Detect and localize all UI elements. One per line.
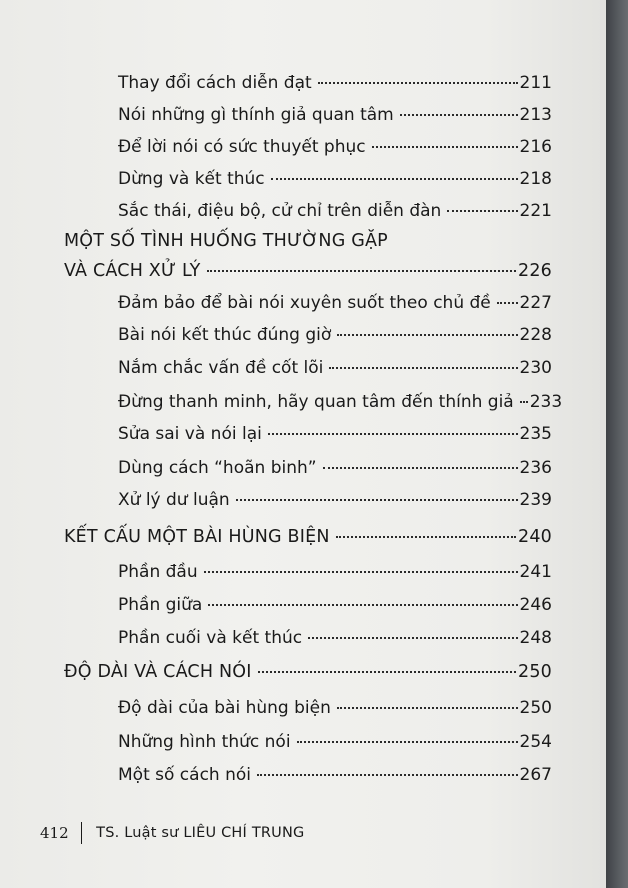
toc-leader-dots: [297, 741, 518, 743]
toc-section-entry: [64, 527, 552, 547]
toc-leader-dots: [308, 637, 517, 639]
toc-entry: [118, 765, 552, 785]
toc-entry-label: VÀ CÁCH XỬ LÝ: [64, 261, 201, 281]
toc-entry-page: 230: [519, 358, 552, 378]
toc-leader-dots: [268, 433, 518, 435]
book-edge: [606, 0, 628, 888]
toc-entry: [118, 732, 552, 752]
toc-leader-dots: [372, 146, 518, 148]
toc-section-entry: [64, 662, 552, 682]
toc-leader-dots: [258, 671, 516, 673]
toc-entry-page: 218: [519, 169, 552, 189]
toc-entry: [118, 293, 552, 313]
toc-leader-dots: [337, 707, 518, 709]
toc-entry-label: Phần giữa: [118, 595, 203, 615]
toc-entry-label: Dừng và kết thúc: [118, 169, 265, 189]
toc-entry-page: 226: [517, 261, 552, 281]
toc-entry-page: 213: [519, 105, 552, 125]
toc-entry-label: Sắc thái, điệu bộ, cử chỉ trên diễn đàn: [118, 201, 442, 221]
toc-entry-label: Để lời nói có sức thuyết phục: [118, 137, 366, 157]
toc-entry-page: 211: [519, 73, 552, 93]
toc-section-entry: [64, 261, 552, 281]
toc-leader-dots: [337, 334, 517, 336]
toc-entry-page: 248: [519, 628, 552, 648]
toc-entry-label: Phần đầu: [118, 562, 198, 582]
toc-leader-dots: [207, 270, 516, 272]
toc-entry-page: 228: [519, 325, 552, 345]
toc-section-heading-line1: MỘT SỐ TÌNH HUỐNG THƯỜNG GẶP: [64, 231, 388, 251]
toc-entry: [118, 392, 563, 412]
toc-entry-label: Một số cách nói: [118, 765, 251, 785]
toc-entry-page: 221: [519, 201, 552, 221]
toc-entry: [118, 595, 552, 615]
toc-entry-label: Nói những gì thính giả quan tâm: [118, 105, 394, 125]
toc-leader-dots: [497, 302, 518, 304]
toc-entry-page: 241: [519, 562, 552, 582]
toc-entry-label: Đừng thanh minh, hãy quan tâm đến thính giả: [118, 392, 514, 412]
toc-entry: [118, 698, 552, 718]
toc-entry: [118, 562, 552, 582]
toc-entry-label: Nắm chắc vấn đề cốt lõi: [118, 358, 324, 378]
footer-page-number: 412: [40, 824, 69, 842]
toc-leader-dots: [329, 367, 517, 369]
toc-entry: [118, 73, 552, 93]
toc-entry: [118, 325, 552, 345]
toc-entry-page: 250: [519, 698, 552, 718]
toc-entry: [118, 424, 552, 444]
toc-leader-dots: [236, 499, 518, 501]
footer-divider: [81, 822, 83, 844]
toc-entry: [118, 628, 552, 648]
toc-entry: [118, 458, 552, 478]
toc-entry-label: Thay đổi cách diễn đạt: [118, 73, 312, 93]
toc-entry-label: ĐỘ DÀI VÀ CÁCH NÓI: [64, 662, 252, 682]
toc-entry-page: 227: [519, 293, 552, 313]
toc-entry: [118, 169, 552, 189]
toc-entry-page: 246: [519, 595, 552, 615]
toc-entry-page: 239: [519, 490, 552, 510]
toc-leader-dots: [447, 210, 517, 212]
toc-entry: [118, 358, 552, 378]
toc-leader-dots: [323, 467, 518, 469]
toc-entry-label: Phần cuối và kết thúc: [118, 628, 303, 648]
toc-entry-page: 216: [519, 137, 552, 157]
toc-entry-page: 236: [519, 458, 552, 478]
toc-entry-label: Độ dài của bài hùng biện: [118, 698, 331, 718]
toc-leader-dots: [520, 401, 528, 403]
toc-leader-dots: [318, 82, 518, 84]
toc-entry: [118, 105, 552, 125]
toc-leader-dots: [271, 178, 518, 180]
toc-entry-label: Dùng cách “hoãn binh”: [118, 458, 317, 478]
toc-entry: [118, 490, 552, 510]
toc-leader-dots: [204, 571, 518, 573]
toc-leader-dots: [208, 604, 517, 606]
toc-leader-dots: [336, 536, 516, 538]
footer-author: TS. Luật sư LIÊU CHÍ TRUNG: [96, 825, 305, 841]
page-footer: [40, 822, 304, 844]
toc-entry-page: 267: [519, 765, 552, 785]
toc-entry: [118, 201, 552, 221]
toc-entry-page: 240: [517, 527, 552, 547]
toc-entry-label: Xử lý dư luận: [118, 490, 230, 510]
toc-entry-label: Những hình thức nói: [118, 732, 291, 752]
toc-entry-page: 250: [517, 662, 552, 682]
toc-entry-label: Bài nói kết thúc đúng giờ: [118, 325, 332, 345]
toc-entry-label: Sửa sai và nói lại: [118, 424, 262, 444]
toc-entry-label: KẾT CẤU MỘT BÀI HÙNG BIỆN: [64, 527, 330, 547]
toc-entry: [118, 137, 552, 157]
toc-entry-page: 254: [519, 732, 552, 752]
toc-entry-label: Đảm bảo để bài nói xuyên suốt theo chủ đề: [118, 293, 491, 313]
toc-entry-page: 235: [519, 424, 552, 444]
toc-leader-dots: [400, 114, 518, 116]
toc-entry-page: 233: [529, 392, 563, 412]
toc-leader-dots: [257, 774, 518, 776]
